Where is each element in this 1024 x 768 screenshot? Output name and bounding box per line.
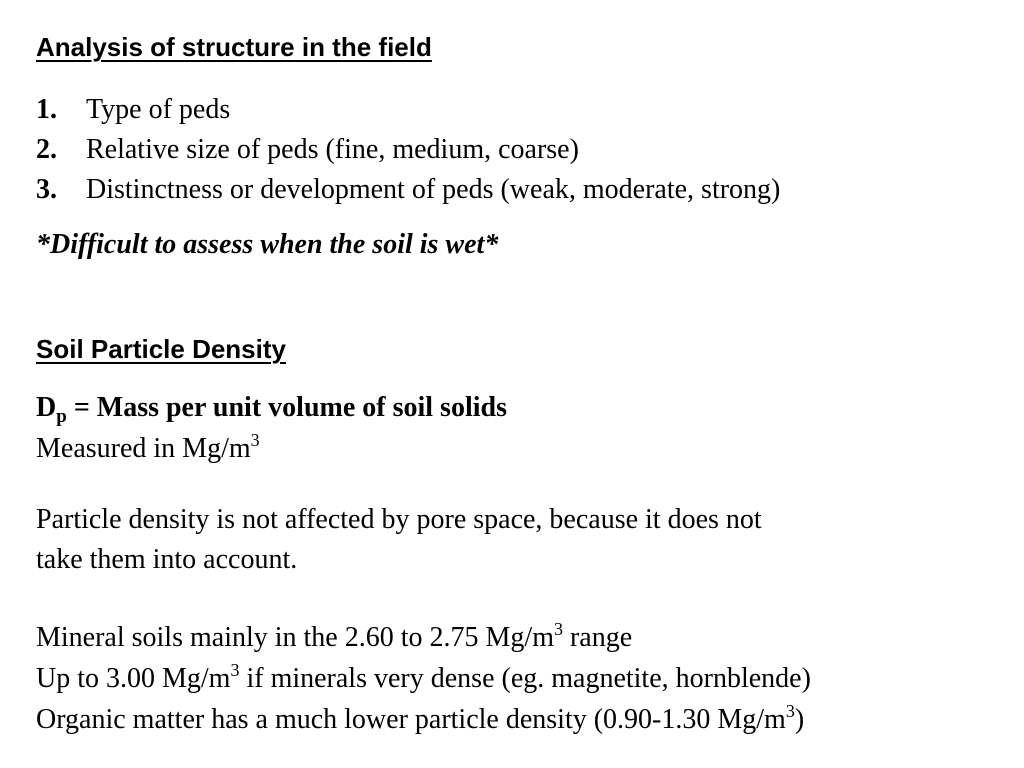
list-item-number: 2. [36,134,57,165]
range-text: Up to 3.00 Mg/m [36,663,231,694]
list-item [36,130,780,170]
paragraph-line: take them into account. [36,544,298,575]
density-symbol: D [36,392,57,423]
range-line-dense [36,660,811,695]
list-item [36,90,780,130]
section-heading-structure: Analysis of structure in the field [36,32,432,62]
measured-text: Measured in Mg/m [36,433,251,464]
list-item-text: Distinctness or development of peds (weak, moderate, strong) [86,174,781,205]
range-text: if minerals very dense (eg. magnetite, hornblende) [239,663,811,694]
list-item-number: 3. [36,174,57,205]
range-line-organic [36,701,805,736]
range-text: Mineral soils mainly in the 2.60 to 2.75 Mg/m [36,622,554,653]
range-text: ) [794,704,805,735]
list-item [36,170,780,210]
pore-space-paragraph [36,500,996,580]
density-definition-text: = Mass per unit volume of soil solids [66,392,507,423]
range-text: Organic matter has a much lower particle density (0.90-1.30 Mg/m [36,704,786,735]
density-subscript: p [56,406,67,427]
measured-superscript: 3 [250,430,260,450]
list-item-text: Relative size of peds (fine, medium, coarse) [86,134,579,165]
paragraph-line: Particle density is not affected by pore space, because it does not [36,504,762,535]
range-superscript: 3 [553,619,563,639]
wet-soil-note: *Difficult to assess when the soil is wet* [36,229,499,260]
density-definition [36,392,507,428]
list-item-number: 1. [36,94,57,125]
range-superscript: 3 [230,660,240,680]
range-line-mineral [36,619,633,654]
ped-analysis-list [36,90,780,210]
list-item-text: Type of peds [86,94,231,125]
section-heading-particle-density: Soil Particle Density [36,334,286,364]
range-text: range [562,622,633,653]
measured-units [36,430,260,465]
range-superscript: 3 [785,701,795,721]
